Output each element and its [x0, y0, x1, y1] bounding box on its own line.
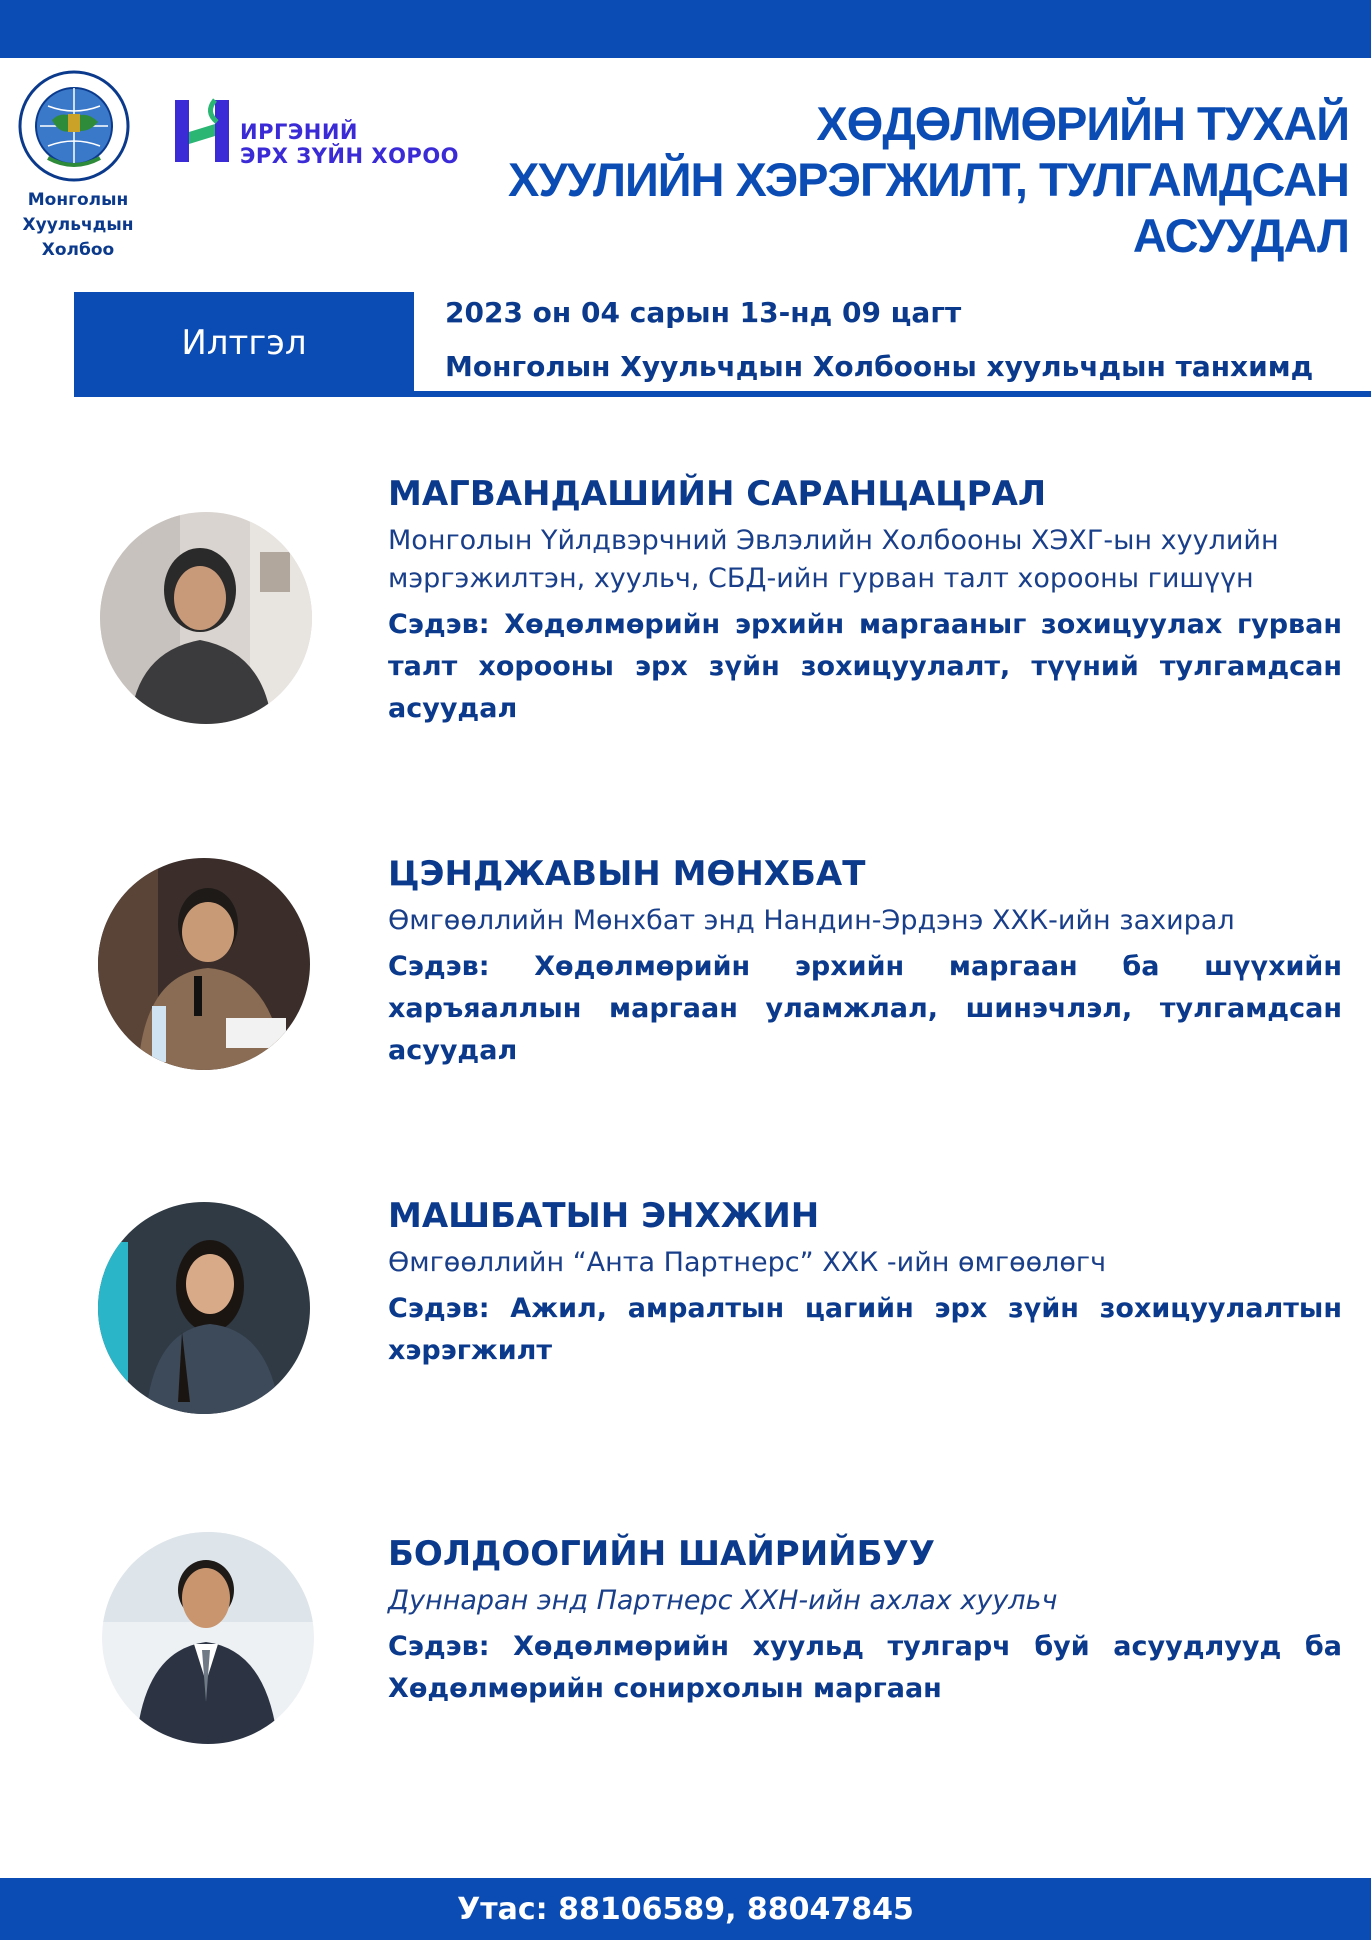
- info-band-underline: [74, 391, 1371, 397]
- speaker-role: Монголын Үйлдвэрчний Эвлэлийн Холбооны ХЭХГ-ын хуулийн мэргэжилтэн, хуульч, СБД-ийн гурван талт хорооны гишүүн: [388, 525, 1279, 594]
- speaker-info: [388, 1532, 1342, 1710]
- title-line: АСУУДАЛ: [1132, 209, 1349, 262]
- presentation-label: Илтгэл: [74, 292, 414, 394]
- speaker-photo: [98, 1202, 310, 1414]
- title-line: ХӨДӨЛМӨРИЙН ТУХАЙ: [816, 97, 1349, 150]
- speaker-role: Өмгөөллийн “Анта Партнерс” ХХК -ийн өмгөөлөгч: [388, 1247, 1107, 1278]
- mba-caption: [6, 188, 150, 263]
- speaker-role: Дуннаран энд Партнерс ХХН-ийн ахлах хуульч: [388, 1585, 1058, 1616]
- speaker-topic: Сэдэв: Хөдөлмөрийн эрхийн маргаан ба шүүхийн харъяаллын маргаан уламжлал, шинэчлэл, тулгамдсан асуудал: [388, 951, 1342, 1066]
- title-line: ХУУЛИЙН ХЭРЭГЖИЛТ, ТУЛГАМДСАН: [507, 153, 1349, 206]
- speaker-info: [388, 1194, 1342, 1372]
- speaker-topic: Сэдэв: Хөдөлмөрийн эрхийн маргааныг зохицуулах гурван талт хорооны эрх зүйн зохицуулалт, түүний тулгамдсан асуудал: [388, 609, 1342, 724]
- event-date: 2023 он 04 сарын 13-нд 09 цагт: [445, 296, 962, 329]
- speaker-topic: Сэдэв: Хөдөлмөрийн хуульд тулгарч буй асуудлууд ба Хөдөлмөрийн сонирхолын маргаан: [388, 1631, 1342, 1704]
- speaker-photo: [98, 858, 310, 1070]
- speaker-info: [388, 852, 1342, 1072]
- speaker-name: МАШБАТЫН ЭНХЖИН: [388, 1196, 820, 1236]
- speaker-info: [388, 472, 1342, 730]
- speaker-photo: [102, 1532, 314, 1744]
- mba-caption-line: Холбоо: [41, 240, 115, 260]
- speaker-topic: Сэдэв: Ажил, амралтын цагийн эрх зүйн зохицуулалтын хэрэгжилт: [388, 1293, 1342, 1366]
- top-banner: [0, 0, 1371, 58]
- mongolian-bar-association-logo: [18, 70, 130, 182]
- speaker-photo: [100, 512, 312, 724]
- phone-numbers: Утас: 88106589, 88047845: [457, 1891, 914, 1927]
- speaker-role: Өмгөөллийн Мөнхбат энд Нандин-Эрдэнэ ХХК-ийн захирал: [388, 905, 1235, 936]
- event-place: Монголын Хуульчдын Холбооны хуульчдын танхимд: [445, 350, 1314, 383]
- civil-rights-committee-logo-icon: [175, 96, 231, 166]
- crc-line: ИРГЭНИЙ: [240, 120, 358, 144]
- speaker-name: БОЛДООГИЙН ШАЙРИЙБУУ: [388, 1534, 935, 1574]
- page-title: [449, 96, 1349, 264]
- mba-caption-line: Хуульчдын: [22, 215, 134, 235]
- footer-contact: [0, 1878, 1371, 1940]
- civil-rights-committee-name: [240, 120, 459, 168]
- speaker-name: ЦЭНДЖАВЫН МӨНХБАТ: [388, 854, 866, 894]
- mba-caption-line: Монголын: [27, 190, 129, 210]
- crc-line: ЭРХ ЗҮЙН ХОРОО: [240, 144, 460, 168]
- speaker-name: МАГВАНДАШИЙН САРАНЦАЦРАЛ: [388, 474, 1047, 514]
